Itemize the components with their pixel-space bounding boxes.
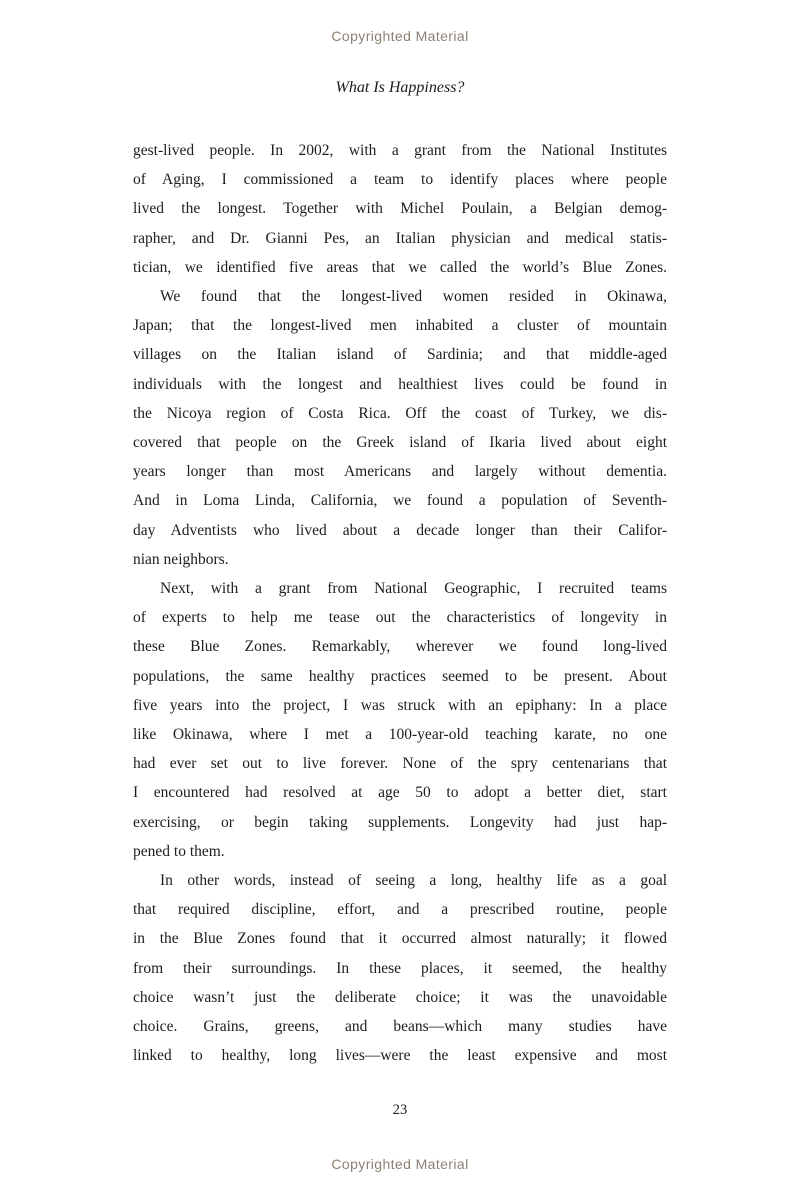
body-line: years longer than most Americans and largely without dementia. — [133, 463, 667, 481]
running-header: What Is Happiness? — [335, 79, 465, 96]
body-line: lived the longest. Together with Michel Poulain, a Belgian demog- — [133, 200, 667, 218]
body-line: these Blue Zones. Remarkably, wherever we found long-lived — [133, 638, 667, 656]
body-text — [133, 136, 667, 1071]
body-line: villages on the Italian island of Sardinia; and that middle-aged — [133, 346, 667, 364]
body-line: covered that people on the Greek island of Ikaria lived about eight — [133, 434, 667, 452]
body-line: day Adventists who lived about a decade longer than their Califor- — [133, 521, 667, 539]
body-line: We found that the longest-lived women resided in Okinawa, — [160, 288, 667, 306]
paragraph — [133, 136, 667, 282]
body-line: populations, the same healthy practices seemed to be present. About — [133, 667, 667, 685]
body-line: had ever set out to live forever. None of the spry centenarians that — [133, 755, 667, 773]
body-line: And in Loma Linda, California, we found a population of Seventh- — [133, 492, 667, 510]
body-line: gest-lived people. In 2002, with a grant from the National Institutes — [133, 142, 667, 159]
paragraph — [133, 866, 667, 1070]
body-line: rapher, and Dr. Gianni Pes, an Italian physician and medical statis- — [133, 229, 667, 247]
body-line: choice. Grains, greens, and beans—which many studies have — [133, 1018, 667, 1036]
copyright-watermark-top: Copyrighted Material — [331, 28, 469, 44]
copyright-watermark-bottom: Copyrighted Material — [331, 1156, 469, 1172]
body-line: I encountered had resolved at age 50 to adopt a better diet, start — [133, 784, 667, 802]
body-line: individuals with the longest and healthiest lives could be found in — [133, 375, 667, 393]
body-line: in the Blue Zones found that it occurred almost naturally; it flowed — [133, 930, 667, 948]
body-line: of experts to help me tease out the characteristics of longevity in — [133, 609, 667, 627]
body-line: choice wasn’t just the deliberate choice; it was the unavoidable — [133, 988, 667, 1006]
body-line: linked to healthy, long lives—were the least expensive and most — [133, 1047, 667, 1065]
body-line: the Nicoya region of Costa Rica. Off the coast of Turkey, we dis- — [133, 404, 667, 422]
paragraph — [133, 574, 667, 866]
paragraph — [133, 282, 667, 574]
body-line: tician, we identified five areas that we called the world’s Blue Zones. — [133, 258, 667, 276]
body-line: exercising, or begin taking supplements. Longevity had just hap- — [133, 813, 667, 831]
body-line: Japan; that the longest-lived men inhabited a cluster of mountain — [133, 317, 667, 335]
body-line: like Okinawa, where I met a 100-year-old teaching karate, no one — [133, 726, 667, 744]
body-line: five years into the project, I was struck with an epiphany: In a place — [133, 696, 667, 714]
body-line: Next, with a grant from National Geographic, I recruited teams — [160, 580, 667, 598]
body-line: nian neighbors. — [133, 550, 229, 568]
body-line: pened to them. — [133, 842, 225, 860]
body-line: from their surroundings. In these places, it seemed, the healthy — [133, 959, 667, 977]
body-line: of Aging, I commissioned a team to identify places where people — [133, 171, 667, 189]
body-line: that required discipline, effort, and a prescribed routine, people — [133, 901, 667, 919]
body-line: In other words, instead of seeing a long, healthy life as a goal — [160, 872, 667, 890]
page-number: 23 — [392, 1102, 408, 1118]
